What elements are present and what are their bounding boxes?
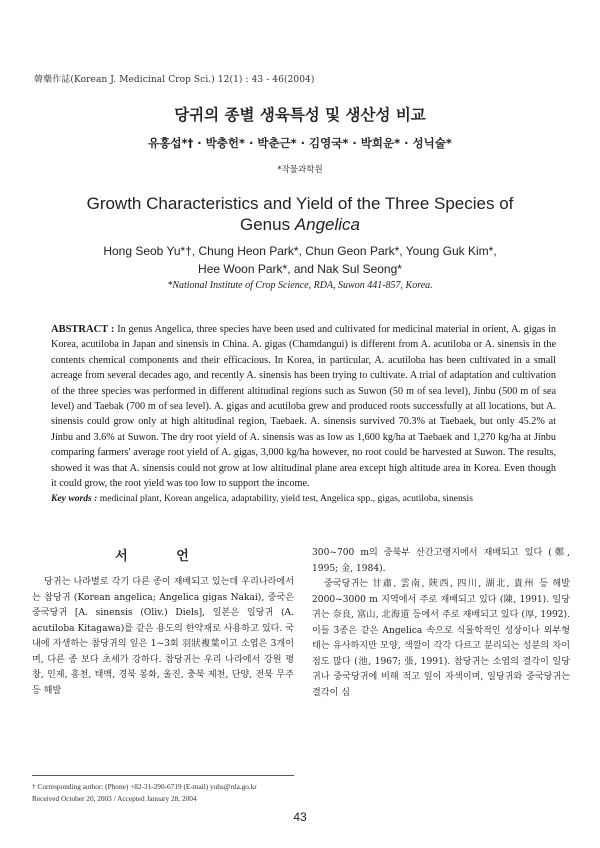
korean-authors: 유홍섭*† · 박충헌* · 박춘근* · 김영국* · 박희운* · 성닉술* — [148, 136, 452, 150]
footnote — [32, 781, 332, 805]
english-authors-line2: Hee Woon Park*, and Nak Sul Seong* — [198, 262, 402, 276]
keywords-text: medicinal plant, Korean angelica, adaptability, yield test, Angelica spp., gigas, acutiloba, sinensis — [99, 493, 473, 504]
body-column-right — [312, 546, 570, 701]
english-title-plain: Genus — [239, 215, 295, 234]
keywords-label: Key words : — [51, 493, 98, 504]
footnote-rule — [32, 775, 294, 776]
body-paragraph: 중국당귀는 甘肅, 雲南, 陝西, 四川, 湖北, 貴州 등 해발 2000~3000 m 지역에서 주로 재배되고 있다 (陳, 1991). 일당귀는 奈良, 富山, 北海道 등에서 주로 재배되고 있다 (厚, 1992). 이들 3종은 같은 Angelica 속으로 식물학적인 성상이나 외부형태는 유사하지만 모양, 색깔이 각각 다르고 분리되는 성분의 차이점도 많다 (池, 1967; 張, 1991). 참당귀는 소엽의 결각이 일당귀나 중국당귀에 비해 적고 잎이 자색이며, 일당귀와 중국당귀는 결각이 심 — [312, 579, 570, 698]
section-heading: 서 언 — [115, 549, 211, 564]
page-number: 43 — [293, 810, 307, 824]
english-affiliation: *National Institute of Crop Science, RDA, Suwon 441-857, Korea. — [167, 280, 433, 291]
english-title-line1: Growth Characteristics and Yield of the Three Species of — [86, 194, 514, 213]
body-column-left — [32, 575, 294, 699]
footnote-received: Received October 20, 2003 / Accepted January 28, 2004 — [32, 794, 197, 803]
english-title-line2 — [0, 214, 600, 235]
footnote-correspondence: † Corresponding author: (Phone) +82-31-290-6719 (E-mail) yuhs@rda.go.kr — [32, 782, 257, 791]
journal-header: 韓藥作誌(Korean J. Medicinal Crop Sci.) 12(1) : 43 - 46(2004) — [34, 75, 315, 85]
english-title — [0, 193, 600, 235]
abstract — [51, 322, 556, 491]
body-paragraph: 당귀는 나라별로 각기 다른 종이 재배되고 있는데 우리나라에서는 참당귀 (Korean angelica; Angelica gigas Nakai), 중국은 중국당귀 [A. sinensis (Oliv.) Diels], 일본은 일당귀 (A. acutiloba Kitagawa)를 같은 용도의 한약재로 사용하고 있다. 국내에 자생하는 참당귀의 잎은 1~3회 羽狀複葉이고 소엽은 3개이며, 다른 종 보다 초세가 강하다. 참당귀는 우리 나라에서 강원 평창, 인제, 홍천, 태백, 경북 봉화, 울진, 충북 제천, 단양, 전북 무주 등 해발 — [32, 577, 294, 696]
korean-affiliation: *작물과학원 — [277, 165, 323, 175]
korean-title: 당귀의 종별 생육특성 및 생산성 비교 — [174, 106, 426, 124]
english-title-genus: Angelica — [294, 215, 361, 234]
body-paragraph-continued: 300~700 m의 중북부 산간고랭지에서 재배되고 있다 (鄭, 1995; 金, 1984). — [312, 548, 570, 574]
english-authors — [0, 242, 600, 278]
abstract-text: In genus Angelica, three species have been used and cultivated for medicinal material in orient, A. gigas in Korea, acutiloba in Japan and sinensis in China. A. gigas (Chamdangui) is different from A. acutiloba or A. sinensis in the contents chemical components and their efficacious. In Korea, in particular, A. acutiloba has been cultivated in a small acreage from several decades ago, and recently A. sinensis has been trying to cultivate. A trial of adaptation and cultivation of the three species was performed in different altitudinal regions such as Suwon (50 m of sea level), Jinbu (500 m of sea level) and Taebak (700 m of sea level). A. gigas and acutiloba grew and produced roots successfully at all locations, but A. sinensis could grow only at high altitudinal region, Taebaek. A. sinensis survived 70.3% at Taebaek, but only 45.2% at Jinbu and 3.6% at Suwon. The dry root yield of A. sinensis was as low as 1,600 kg/ha at Taebaek and 1,270 kg/ha at Jinbu comparing farmers' average root yield of A. gigas, 3,000 kg/ha however, no root could be harvested at Suwon. The results, showed it was that A. sinensis could not grow at low altitudinal plane area except high altitude area in Korea. Even though it could grow, the root yield was too low to support the income. — [51, 324, 556, 490]
english-authors-line1: Hong Seob Yu*†, Chung Heon Park*, Chun Geon Park*, Young Guk Kim*, — [103, 244, 497, 258]
abstract-label: ABSTRACT : — [51, 324, 115, 335]
keywords — [51, 493, 556, 504]
